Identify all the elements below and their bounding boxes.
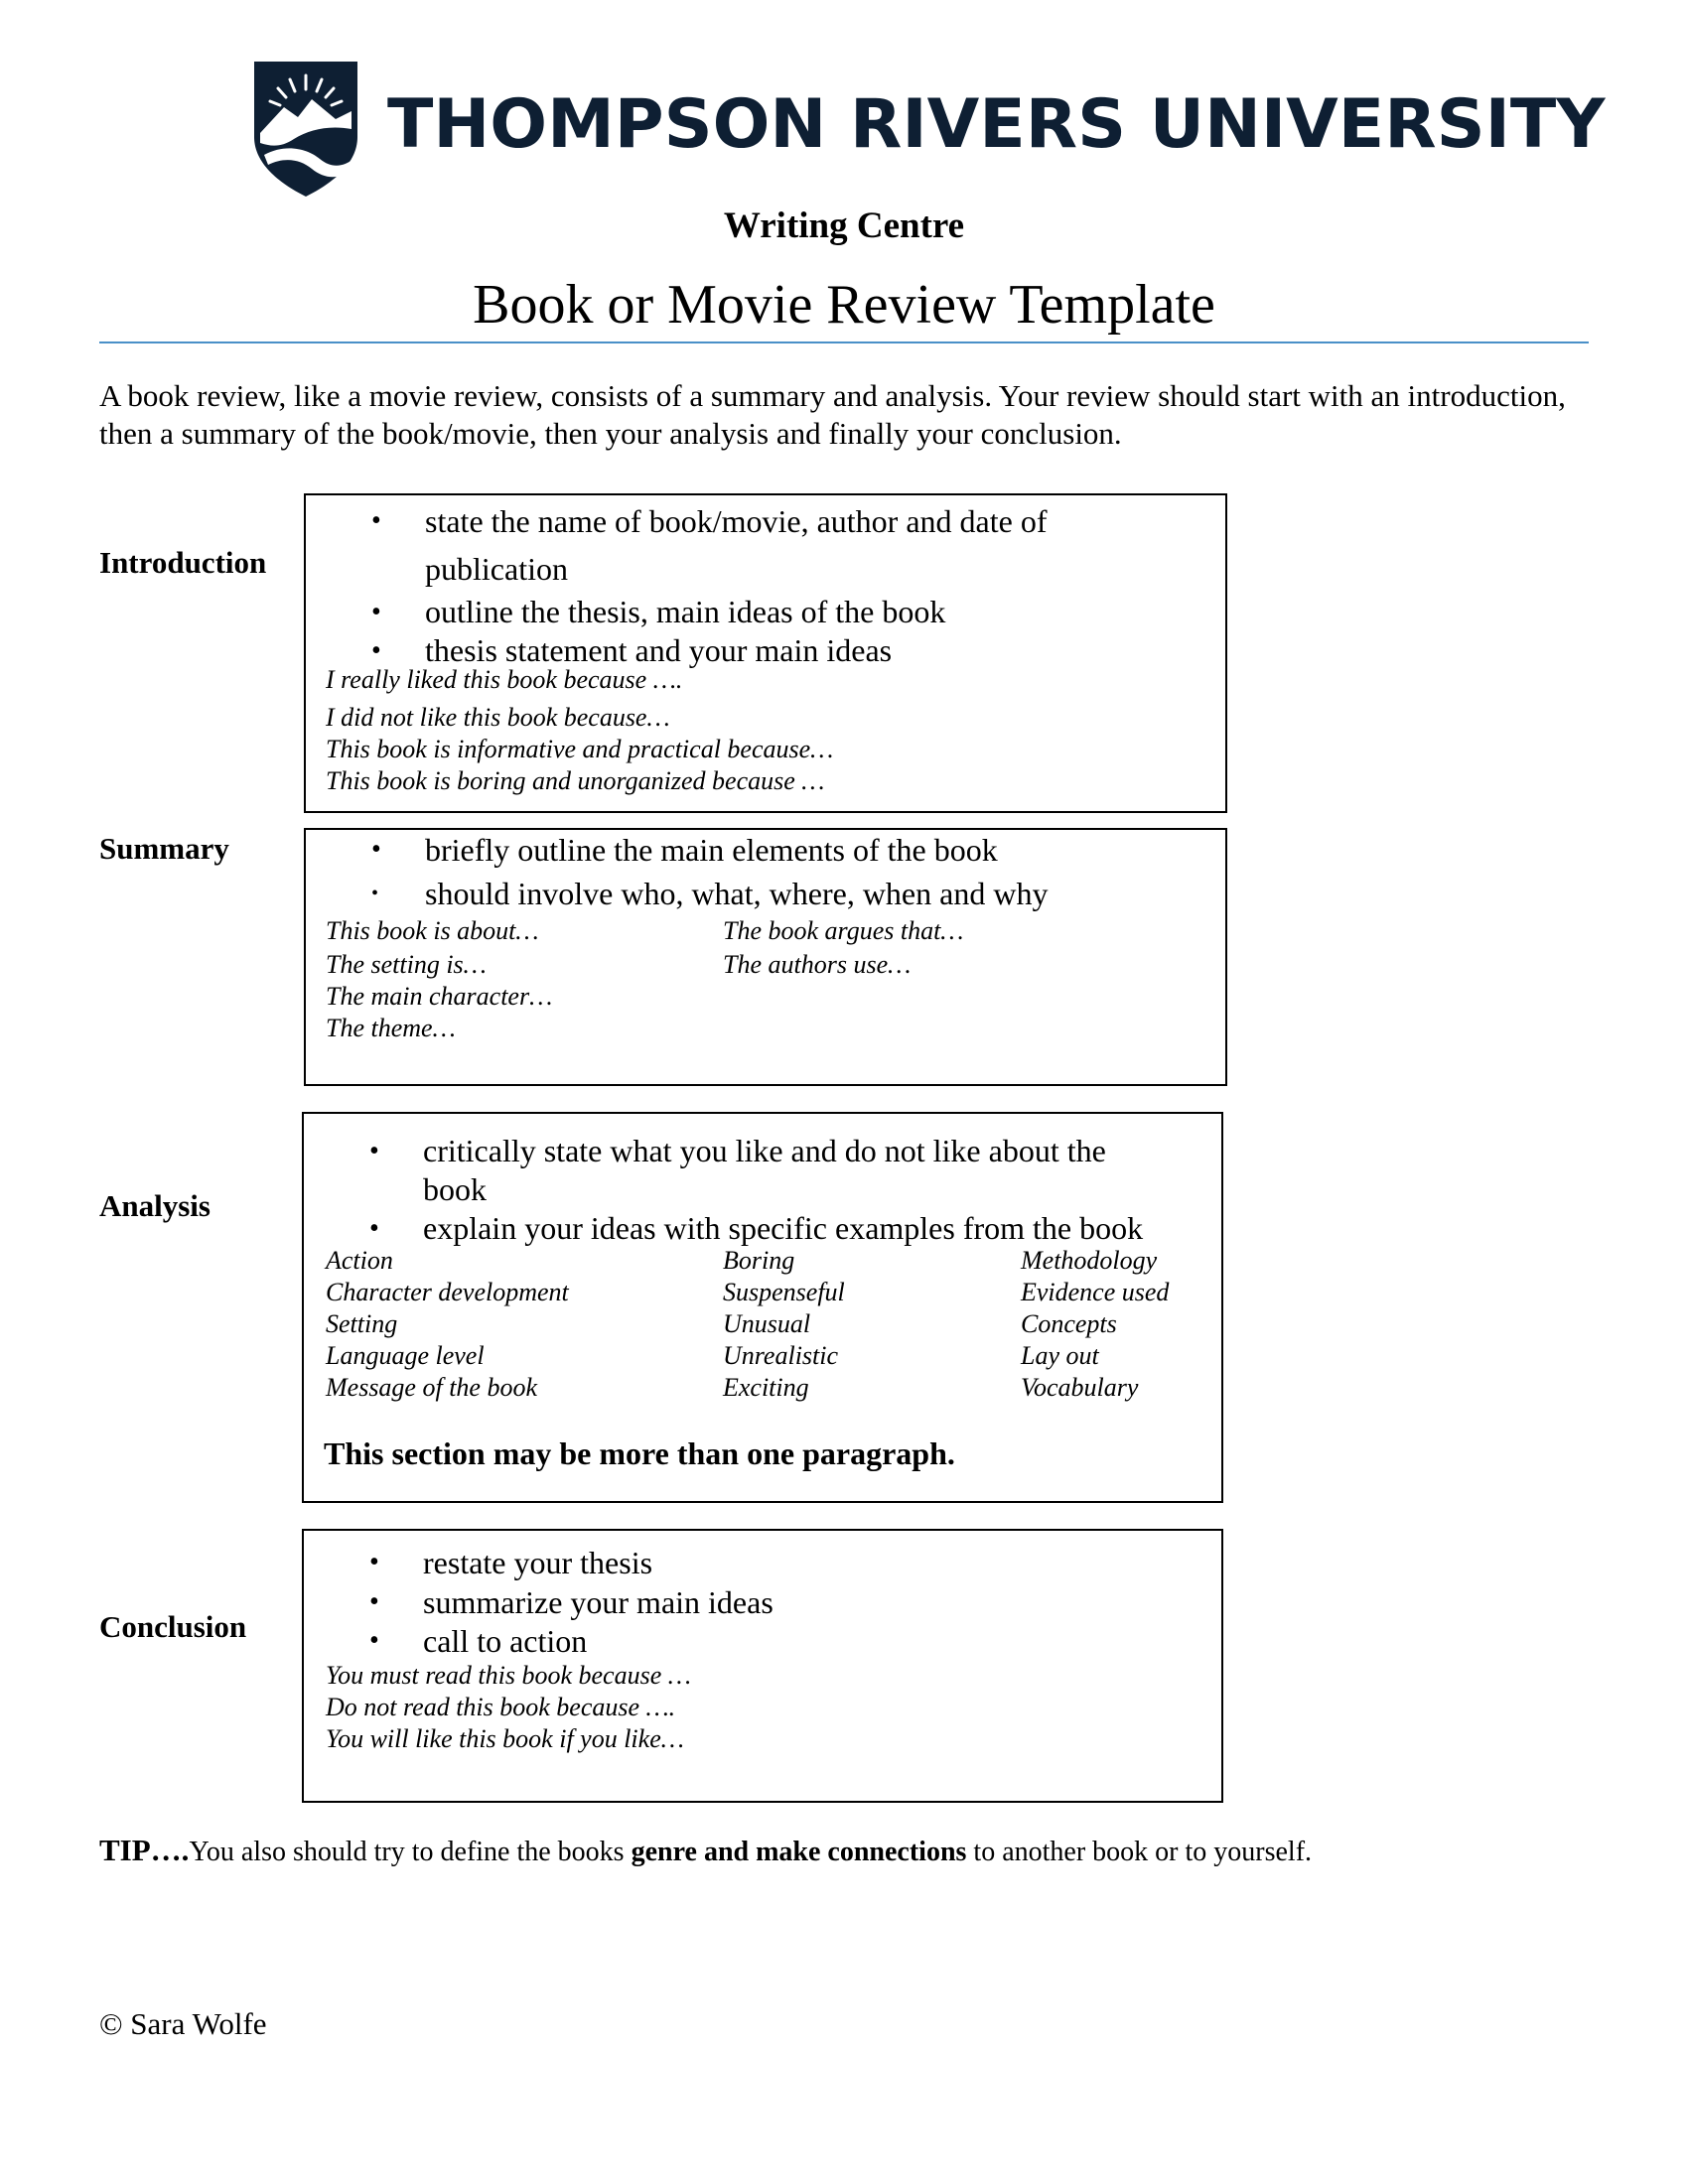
list-item: • summarize your main ideas [369,1584,774,1620]
summary-box [304,828,1227,1086]
analysis-box [302,1112,1223,1503]
example-line: The authors use… [723,950,912,979]
tip-text-2: to another book or to yourself. [966,1837,1313,1867]
introduction-box [304,493,1227,813]
analysis-col-nonfiction [1021,1245,1169,1404]
introduction-bullets [306,497,1199,670]
list-item: Methodology [1021,1246,1158,1275]
list-item: Unrealistic [723,1341,839,1370]
example-line: This book is about… [326,916,539,945]
list-item: • call to action [369,1623,588,1659]
list-item: • critically state what you like and do not like about the book [369,1133,1106,1207]
bullet-dot-icon: • [369,1136,379,1166]
list-item: • briefly outline the main elements of the book [306,828,1199,872]
example-line: I did not like this book because… [326,703,670,732]
list-item: Boring [723,1246,795,1275]
conclusion-examples [326,1660,691,1755]
summary-examples-col2 [723,913,963,981]
bullet-dot-icon: • [369,1586,379,1617]
example-line: Do not read this book because …. [326,1693,676,1721]
example-line: The book argues that… [723,916,964,945]
bullet-dot-icon: • [371,635,381,666]
list-item: Language level [326,1341,485,1370]
list-item: • outline the thesis, main ideas of the book [371,594,946,629]
section-label-introduction: Introduction [99,545,267,580]
example-line: This book is boring and unorganized because … [326,766,825,795]
bullet-dot-icon: • [371,883,379,904]
list-item: • explain your ideas with specific examples from the book [369,1210,1144,1246]
list-item: Unusual [723,1309,811,1338]
example-line: The main character… [326,982,553,1011]
conclusion-box [302,1529,1223,1803]
list-item: Setting [326,1309,398,1338]
analysis-bullets [304,1132,1197,1248]
list-item: Character development [326,1278,569,1306]
example-line: I really liked this book because …. [326,665,683,694]
analysis-col-qualities [723,1245,845,1404]
list-item: Message of the book [326,1373,538,1402]
list-item: • state the name of book/movie, author and date of publication [306,497,1120,593]
list-item: Exciting [723,1373,809,1402]
list-item: • should involve who, what, where, when and why [306,872,1199,915]
list-item: Vocabulary [1021,1373,1139,1402]
title-divider [99,341,1589,343]
list-item: Action [326,1246,393,1275]
list-item: Evidence used [1021,1278,1170,1306]
bullet-dot-icon: • [371,597,381,627]
tip-line [99,1833,1312,1870]
example-line: You must read this book because … [326,1661,691,1690]
section-label-conclusion: Conclusion [99,1609,247,1644]
centre-name: Writing Centre [723,205,965,246]
conclusion-bullets [304,1543,1197,1660]
section-label-analysis: Analysis [99,1188,211,1223]
section-label-summary: Summary [99,831,229,866]
summary-examples-col1 [326,913,552,1044]
analysis-note: This section may be more than one paragraph. [324,1435,955,1471]
copyright-notice: © Sara Wolfe [99,2006,267,2041]
list-item: Concepts [1021,1309,1117,1338]
bullet-dot-icon: • [371,834,381,865]
example-line: The theme… [326,1014,456,1042]
example-line: You will like this book if you like… [326,1724,684,1753]
list-item: • thesis statement and your main ideas [371,632,893,668]
tip-prefix: TIP…. [99,1833,190,1867]
bullet-dot-icon: • [369,1625,379,1656]
intro-paragraph: A book review, like a movie review, consists of a summary and analysis. Your review should start with an introduction, then a summary of the book/movie, then your analysis and finally your conclusion. [99,378,1566,451]
university-header [250,56,1606,199]
university-wordmark: THOMPSON RIVERS UNIVERSITY [387,85,1606,164]
page-title: Book or Movie Review Template [473,274,1215,336]
tru-mountain-sun-logo-icon [250,56,361,199]
example-line: The setting is… [326,950,487,979]
tip-text-1: You also should try to define the books [189,1837,632,1867]
summary-bullets [306,828,1199,915]
list-item: Suspenseful [723,1278,845,1306]
bullet-dot-icon: • [371,505,381,536]
bullet-dot-icon: • [369,1547,379,1577]
tip-bold-text: genre and make connections [631,1837,967,1867]
bullet-dot-icon: • [369,1213,379,1244]
analysis-col-aspects [326,1245,569,1404]
list-item: • restate your thesis [369,1545,653,1580]
list-item: Lay out [1021,1341,1099,1370]
example-line: This book is informative and practical because… [326,735,834,763]
